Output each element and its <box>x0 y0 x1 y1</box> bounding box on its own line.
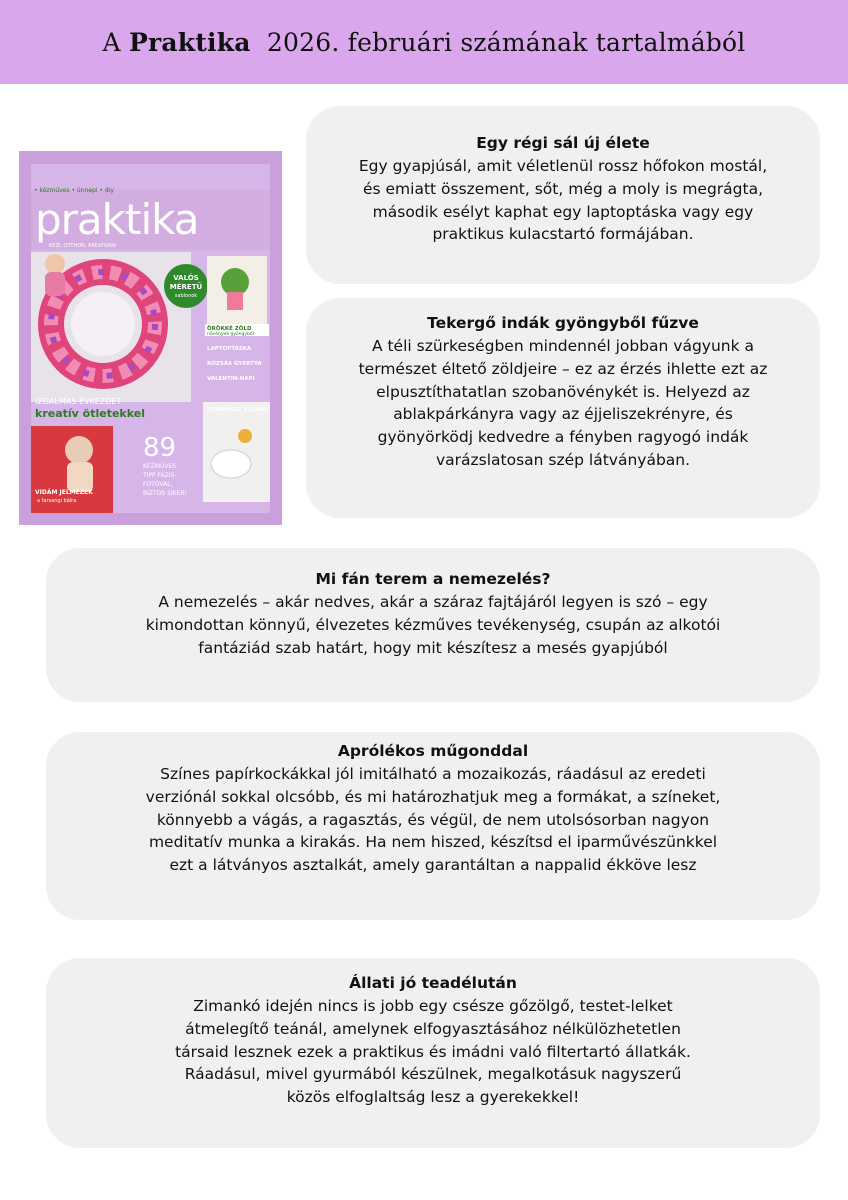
article-line: Színes papírkockákkal jól imitálható a mozaikozás, ráadásul az eredeti <box>160 765 706 783</box>
article-line: meditatív munka a kirakás. Ha nem hiszed, készítsd el iparművészünkkel <box>148 833 718 852</box>
article-card-2 <box>306 298 820 518</box>
article-line: átmelegítő teánál, amelynek elfogyasztásához nélkülözhetetlen <box>185 1019 681 1038</box>
badge-line-1: VALÓS <box>173 274 199 282</box>
article-line: könnyebb a vágás, a ragasztás, és végül, de nem utolsósorban nagyon <box>156 810 710 829</box>
title-brand: Praktika <box>128 27 251 57</box>
article-card-1 <box>306 106 820 284</box>
cover-kreativ: kreatív ötletekkel <box>35 407 145 420</box>
cover-list-2: RÓZSÁS GYERTYA <box>207 361 262 367</box>
article-line: gyönyörködj kedvedre a fényben ragyogó indák <box>377 428 749 447</box>
cover-image <box>31 164 270 513</box>
article-line: elpusztíthatatlan szobanövénykét is. Helyezd az <box>376 382 750 401</box>
article-card-3 <box>46 548 820 702</box>
cover-kezmuves-3: FOTÓVAL, <box>143 481 173 488</box>
header-bar <box>0 0 848 84</box>
article-line: ablakpárkányra vagy az éjjeliszekrényre, és <box>393 405 733 424</box>
article-line: közös elfoglaltság lesz a gyerekekkel! <box>286 1088 580 1107</box>
cover-list-3: VALENTIN-NAPI <box>207 376 255 382</box>
article-line: fantáziád szab határt, hogy mit készítesz a mesés gyapjúból <box>198 638 668 657</box>
article-line: A téli szürkeségben mindennél jobban vágyunk a <box>371 337 755 355</box>
cover-top-tags: • kézműves • ünnepi • diy <box>34 187 114 194</box>
article-line: Ráadásul, mivel gyurmából készülnek, megalkotásuk nagyszerű <box>184 1065 682 1084</box>
cover-big-number: 89 <box>143 433 177 463</box>
article-line: kimondottan könnyű, élvezetes kézműves tevékenység, csupán az alkotói <box>145 615 721 634</box>
article-title: Egy régi sál új élete <box>476 134 650 152</box>
page-title <box>103 28 746 57</box>
cover-izgalmas: IZGALMAS ÉVKEZDET <box>35 397 122 406</box>
cover-orokke-sub: növények gyöngyből <box>207 332 254 337</box>
article-title: Mi fán terem a nemezelés? <box>315 570 551 588</box>
article-line: társaid lesznek ezek a praktikus és imádni való filtertartó állatkák. <box>175 1042 691 1061</box>
cover-kezmuves-2: TIPP FÁZIS- <box>143 472 177 479</box>
title-prefix: A <box>102 27 121 57</box>
article-line: második esélyt kaphat egy laptoptáska vagy egy <box>372 202 754 221</box>
cover-logo: praktika <box>35 195 199 244</box>
cover-gyurma: GYURMÁZZ VELÜNK <box>207 407 269 413</box>
cover-subtitle: KEZI, OTTHON, KREATIVAN <box>49 243 116 249</box>
cover-farsang: a farsangi bálra <box>37 498 77 504</box>
cover-list-1: LAPTOPTÁSKA <box>207 346 252 352</box>
article-line: verziónál sokkal olcsóbb, és mi határozhatjuk meg a formákat, a színeket, <box>145 787 721 806</box>
magazine-cover <box>19 151 282 525</box>
article-line: Zimankó idején nincs is jobb egy csésze gőzölgő, testet-lelket <box>193 997 673 1015</box>
article-line: varázslatosan szép látványában. <box>435 450 691 469</box>
article-line: ezt a látványos asztalkát, amely garantáltan a nappalid ékköve lesz <box>169 856 697 875</box>
article-line: természet éltető zöldjeire – ez az érzés ihlette ezt az <box>358 359 768 378</box>
article-title: Aprólékos műgonddal <box>337 742 529 760</box>
cover-kezmuves-1: KÉZMŰVES <box>143 463 177 470</box>
title-suffix: 2026. februári számának tartalmából <box>266 27 746 57</box>
cover-orokke: ÖRÖKKÉ ZÖLD <box>207 326 252 332</box>
article-line: A nemezelés – akár nedves, akár a száraz fajtájáról legyen is szó – egy <box>158 593 708 611</box>
article-card-5 <box>46 958 820 1148</box>
article-line: és emiatt összement, sőt, még a moly is megrágta, <box>362 179 764 198</box>
badge-line-3: sablonok <box>174 293 198 299</box>
article-card-4 <box>46 732 820 920</box>
cover-vidam: VIDÁM JELMEZEK <box>35 489 93 496</box>
cover-kezmuves-4: BIZTOS SIKER! <box>143 490 187 497</box>
article-title: Tekergő indák gyöngyből fűzve <box>427 314 699 332</box>
badge-line-2: MÉRETŰ <box>169 283 203 291</box>
article-title: Állati jó teadélután <box>349 974 517 992</box>
article-line: praktikus kulacstartó formájában. <box>432 225 694 244</box>
article-line: Egy gyapjúsál, amit véletlenül rossz hőfokon mostál, <box>358 157 768 175</box>
